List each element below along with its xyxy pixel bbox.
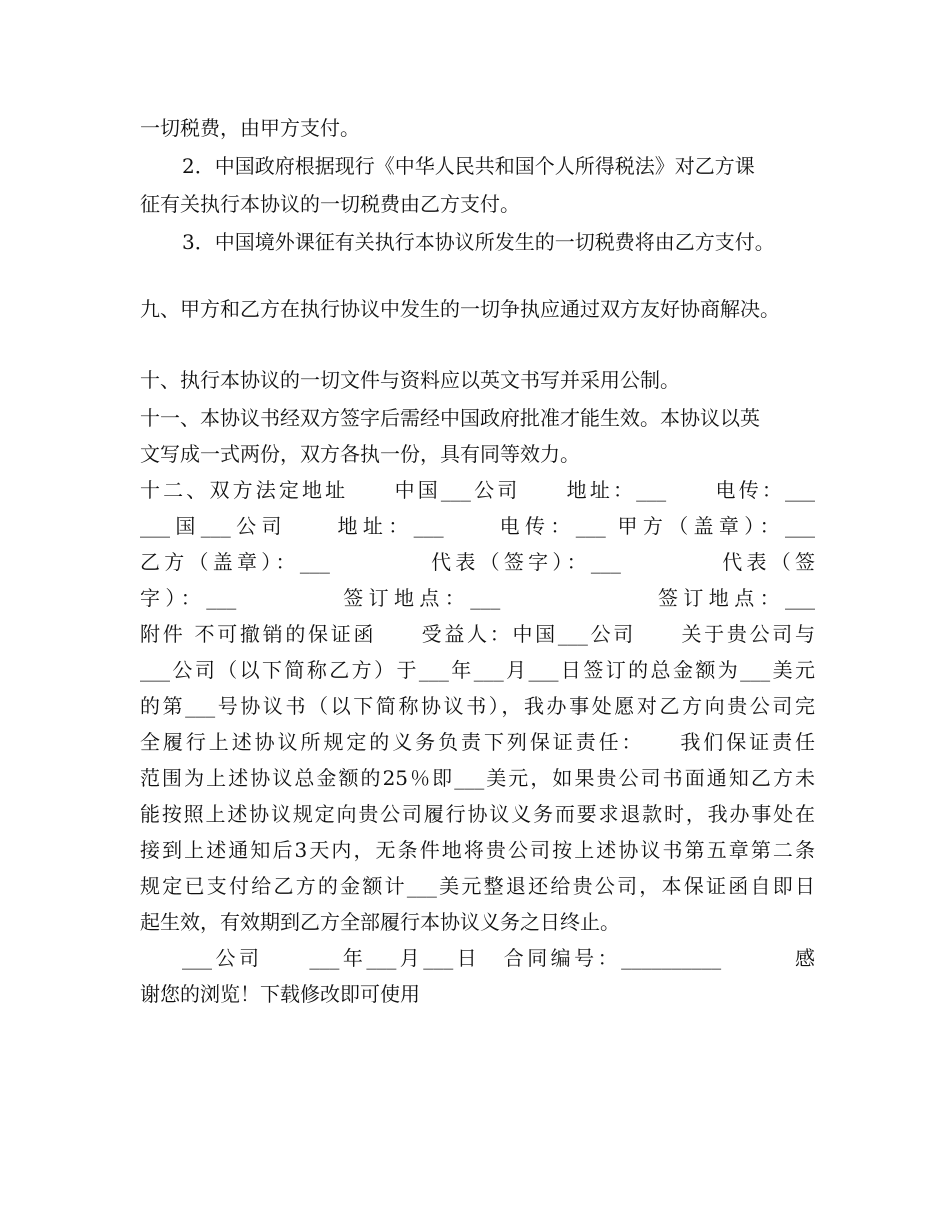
text-line: 字）：___ 签订地点：___ 签订地点：___ <box>140 586 815 610</box>
text-line: 十、执行本协议的一切文件与资料应以英文书写并采用公制。 <box>140 368 680 392</box>
text-line: 一切税费，由甲方支付。 <box>140 116 360 140</box>
text-line: 十二、双方法定地址 中国___公司 地址：___ 电传：___ <box>140 478 815 502</box>
text-line: 全履行上述协议所规定的义务负责下列保证责任： 我们保证责任 <box>140 730 815 754</box>
text-line: 2．中国政府根据现行《中华人民共和国个人所得税法》对乙方课 <box>182 154 755 178</box>
text-line: ___公司（以下简称乙方）于___年___月___日签订的总金额为___美元 <box>140 658 815 682</box>
text-line: 范围为上述协议总金额的25％即___美元，如果贵公司书面通知乙方未 <box>140 766 815 790</box>
text-line: 附件 不可撤销的保证函 受益人：中国___公司 关于贵公司与 <box>140 622 815 646</box>
text-line: ___公司 ___年___月___日 合同编号：__________ 感 <box>182 946 815 970</box>
text-line: 征有关执行本协议的一切税费由乙方支付。 <box>140 192 520 216</box>
text-line: 十一、本协议书经双方签字后需经中国政府批准才能生效。本协议以英 <box>140 406 760 430</box>
text-line: 3．中国境外课征有关执行本协议所发生的一切税费将由乙方支付。 <box>182 230 775 254</box>
text-line: 乙方（盖章）：___ 代表（签字）：___ 代表（签 <box>140 550 815 574</box>
text-line: 的第___号协议书（以下简称协议书），我办事处愿对乙方向贵公司完 <box>140 694 815 718</box>
text-line: 文写成一式两份，双方各执一份，具有同等效力。 <box>140 442 580 466</box>
text-line: 能按照上述协议规定向贵公司履行协议义务而要求退款时，我办事处在 <box>140 802 815 826</box>
text-line: 起生效，有效期到乙方全部履行本协议义务之日终止。 <box>140 910 620 934</box>
text-line: 谢您的浏览！下载修改即可使用 <box>140 982 420 1006</box>
text-line: ___国___公司 地址：___ 电传：___ 甲方（盖章）：___ <box>140 514 815 538</box>
text-line: 规定已支付给乙方的金额计___美元整退还给贵公司，本保证函自即日 <box>140 874 815 898</box>
text-line: 九、甲方和乙方在执行协议中发生的一切争执应通过双方友好协商解决。 <box>140 297 780 321</box>
text-line: 接到上述通知后3天内，无条件地将贵公司按上述协议书第五章第二条 <box>140 838 815 862</box>
